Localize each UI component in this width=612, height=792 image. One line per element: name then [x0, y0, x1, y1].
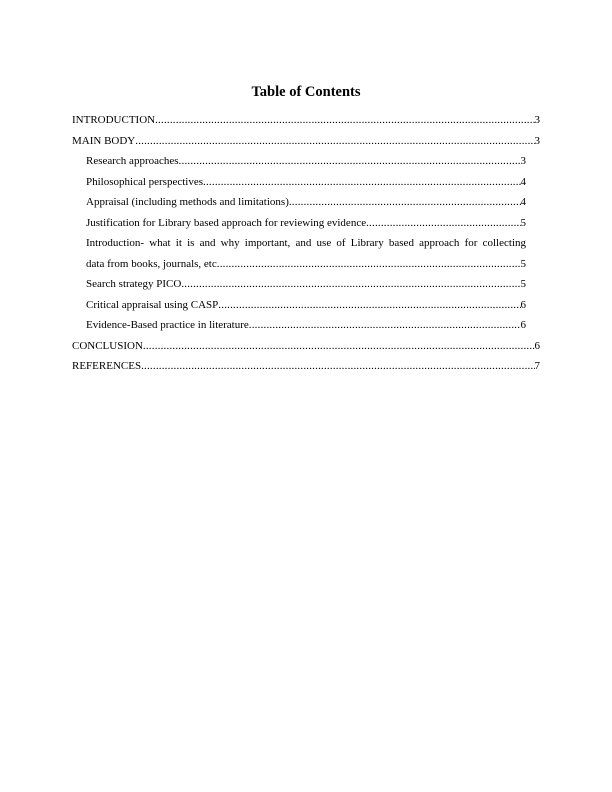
- dot-leader: [249, 315, 521, 336]
- toc-entry-search-strategy[interactable]: [86, 274, 526, 295]
- dot-leader: [141, 356, 534, 377]
- toc-page-number: 6: [520, 298, 526, 311]
- toc-entry-philosophical-perspectives[interactable]: [86, 172, 526, 193]
- toc-entry-critical-appraisal[interactable]: [86, 295, 526, 316]
- dot-leader: [218, 295, 520, 316]
- toc-entry-appraisal[interactable]: [86, 192, 526, 213]
- toc-entry-text-line2: data from books, journals, etc: [86, 254, 217, 275]
- toc-entry-introduction[interactable]: [72, 110, 540, 131]
- toc-entry-references[interactable]: [72, 356, 540, 377]
- dot-leader: [179, 151, 521, 172]
- toc-page-number: 5: [520, 278, 526, 290]
- toc-page-number: 4: [520, 175, 526, 188]
- toc-entry-research-approaches[interactable]: [86, 151, 526, 172]
- toc-entry-text: Research approaches: [86, 151, 179, 172]
- toc-page-number: 6: [520, 319, 526, 331]
- toc-entry-text: INTRODUCTION: [72, 110, 155, 131]
- toc-entry-text-line1: Introduction- what it is and why important, and use of Library based approach for collecting: [86, 237, 526, 249]
- toc-entry-text: Philosophical perspectives: [86, 172, 203, 193]
- dot-leader: [366, 213, 520, 234]
- table-of-contents: [72, 110, 540, 377]
- toc-page-number: 3: [534, 114, 540, 126]
- toc-page-number: 3: [534, 134, 540, 147]
- dot-leader: [217, 254, 521, 275]
- toc-entry-text: MAIN BODY: [72, 131, 135, 152]
- toc-entry-text: REFERENCES: [72, 356, 141, 377]
- toc-entry-text: Critical appraisal using CASP: [86, 295, 218, 316]
- toc-page-number: 6: [534, 339, 540, 352]
- dot-leader: [135, 131, 534, 152]
- toc-page-number: 7: [534, 360, 540, 372]
- toc-entry-text: Appraisal (including methods and limitations): [86, 192, 289, 213]
- toc-entry-text: Search strategy PICO: [86, 274, 181, 295]
- toc-entry-text: Justification for Library based approach for reviewing evidence: [86, 213, 366, 234]
- toc-entry-main-body[interactable]: [72, 131, 540, 152]
- dot-leader: [143, 336, 535, 357]
- dot-leader: [289, 192, 521, 213]
- toc-page-number: 4: [520, 196, 526, 208]
- toc-entry-text: CONCLUSION: [72, 336, 143, 357]
- toc-page-number: 3: [520, 155, 526, 167]
- toc-title: Table of Contents: [251, 84, 361, 100]
- toc-entry-conclusion[interactable]: [72, 336, 540, 357]
- toc-entry-introduction-library[interactable]: [86, 233, 526, 274]
- toc-entry-justification[interactable]: [86, 213, 526, 234]
- dot-leader: [203, 172, 520, 193]
- toc-entry-line2: [86, 254, 526, 275]
- toc-page-number: 5: [520, 216, 526, 229]
- toc-entry-evidence-based-practice[interactable]: [86, 315, 526, 336]
- dot-leader: [155, 110, 534, 131]
- dot-leader: [181, 274, 520, 295]
- toc-entry-text: Evidence-Based practice in literature: [86, 315, 249, 336]
- toc-page-number: 5: [520, 257, 526, 270]
